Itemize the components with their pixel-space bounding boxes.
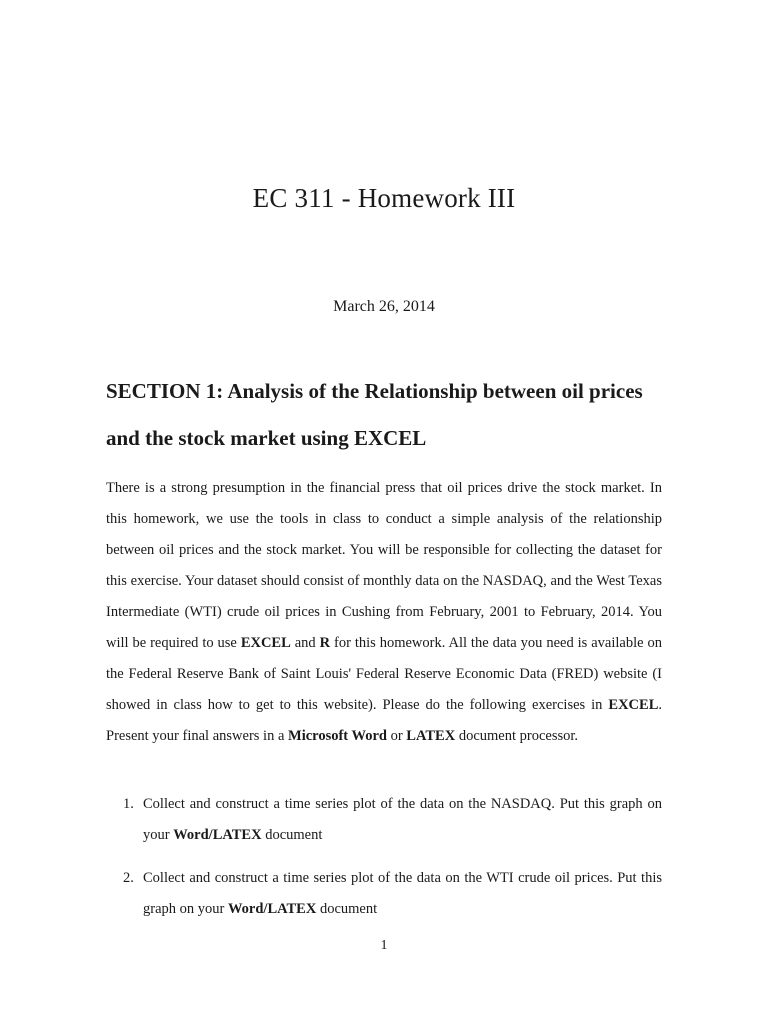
exercise-list <box>106 789 662 851</box>
document-date: March 26, 2014 <box>333 298 435 315</box>
list-item <box>106 789 662 851</box>
paragraph-text: document processor. <box>455 728 579 744</box>
list-item <box>106 863 662 925</box>
paragraph-text: . Present your final answers in a <box>106 697 662 744</box>
list-item-bold: Word/LATEX <box>227 901 317 917</box>
list-item-text: Collect and construct a time series plot of the data on the WTI crude oil prices. Put this graph on your <box>143 870 662 917</box>
list-item-number: 1. <box>123 796 134 812</box>
paragraph-text: or <box>386 728 407 744</box>
list-item-bold: Word/LATEX <box>173 827 262 843</box>
list-item-text: Collect and construct a time series plot of the data on the NASDAQ. Put this graph on your <box>143 796 662 843</box>
bold-term: EXCEL <box>240 635 291 651</box>
bold-term: LATEX <box>406 728 456 744</box>
paragraph-text: There is a strong presumption in the financial press that oil prices drive the stock market. In this homework, we use the tools in class to conduct a simple analysis of the relationship between oil prices and the stock market. You will be responsible for collecting the dataset for this exercise. Your dataset should consist of monthly data on the NASDAQ, and the West Texas Intermediate (WTI) crude oil prices in Cushing from February, 2001 to February, 2014. You will be required to use <box>106 480 662 651</box>
bold-term: R <box>319 635 331 651</box>
section-heading: SECTION 1: Analysis of the Relationship between oil prices and the stock market using EXCEL <box>106 379 643 450</box>
bold-term: EXCEL <box>608 697 659 713</box>
list-item-number: 2. <box>123 870 134 886</box>
page-number: 1 <box>380 938 388 953</box>
list-item-tail: document <box>261 827 323 843</box>
paragraph-text: for this homework. All the data you need is available on the Federal Reserve Bank of Saint Louis' Federal Reserve Economic Data (FRED) website (I showed in class how to get to this website). Please do the following exercises in <box>106 635 662 713</box>
document-title: EC 311 - Homework III <box>252 183 516 213</box>
bold-term: Microsoft Word <box>288 728 387 744</box>
list-item-tail: document <box>316 901 378 917</box>
paragraph-text: and <box>290 635 320 651</box>
body-paragraph <box>106 473 662 752</box>
exercise-list <box>106 863 662 925</box>
